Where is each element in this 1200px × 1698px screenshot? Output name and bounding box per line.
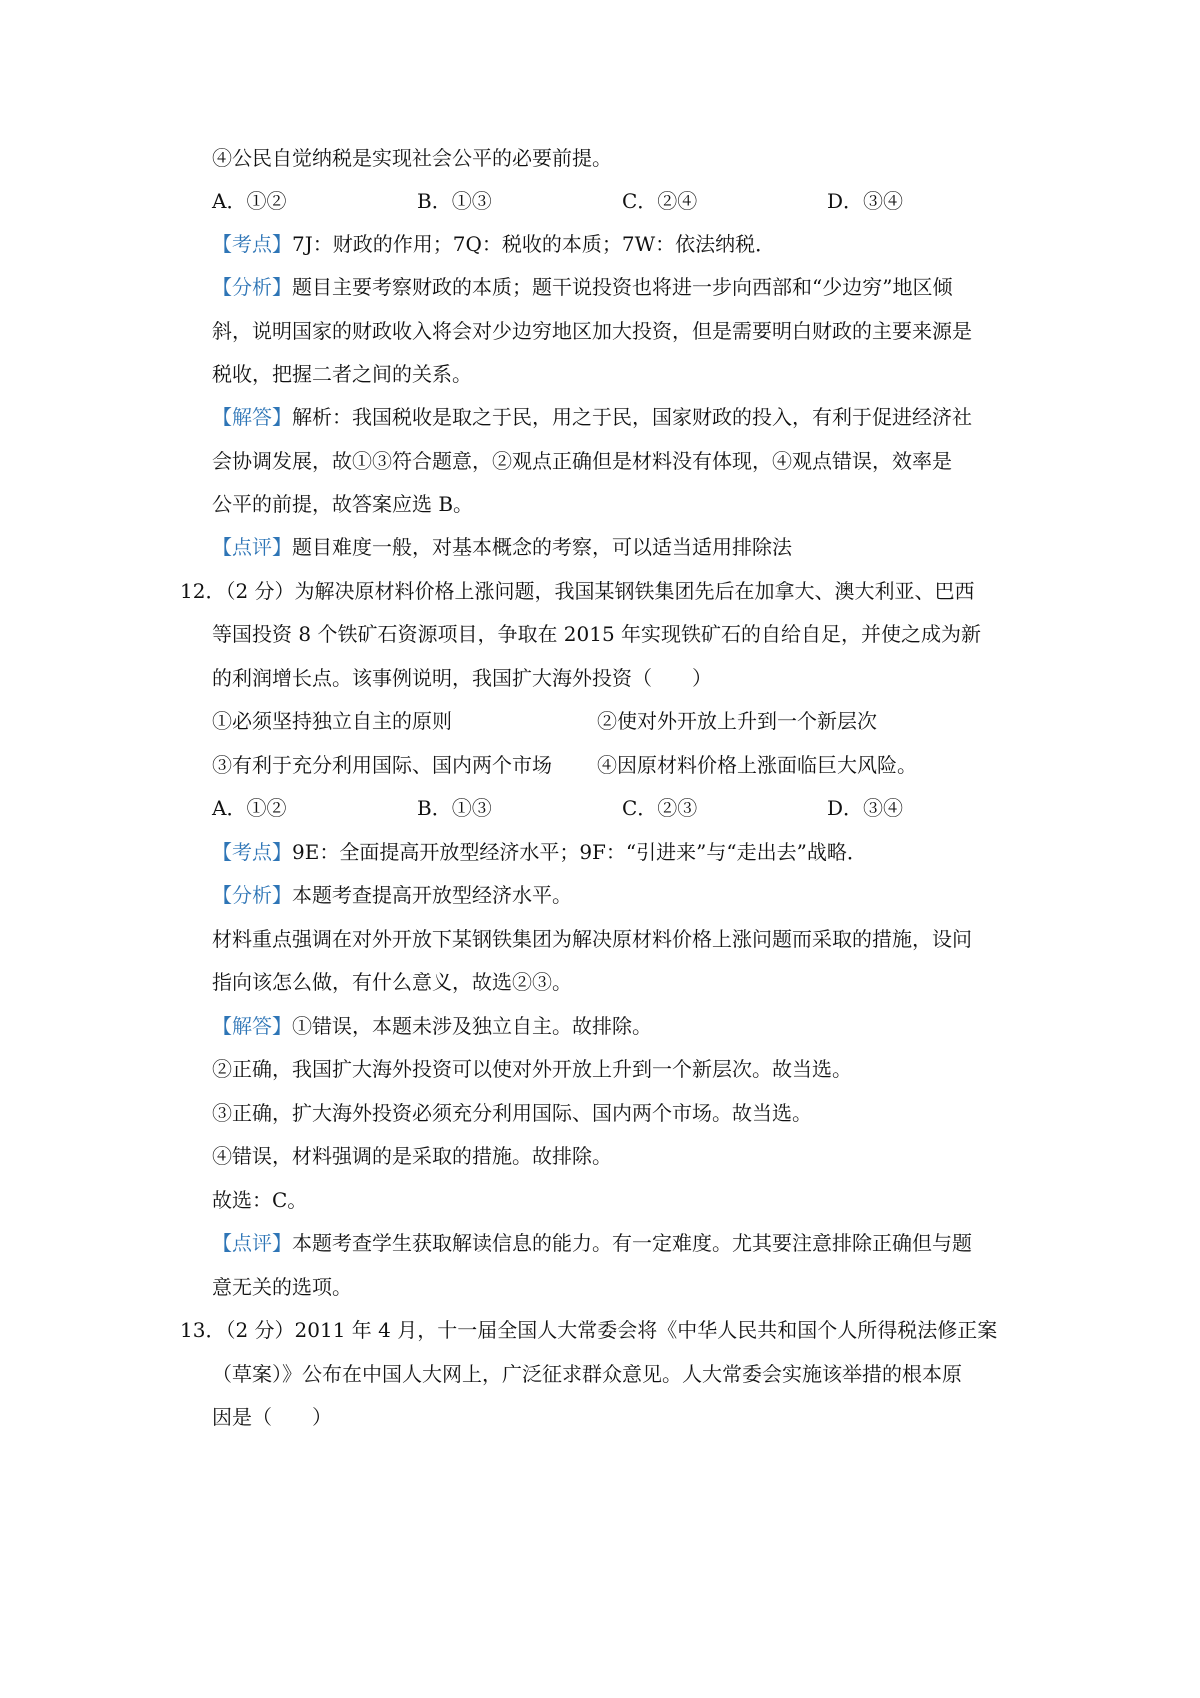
q12-statement-3: ③有利于充分利用国际、国内两个市场 [212,753,552,777]
q12-statements-row-1 [212,706,1032,736]
q11-dianping-text: 题目难度一般，对基本概念的考察，可以适当适用排除法 [292,535,792,559]
q11-jieda [212,402,972,432]
q11-option-d: D．③④ [827,189,904,213]
q11-statement-4: ④公民自觉纳税是实现社会公平的必要前提。 [212,146,612,170]
q12-answer: 故选：C。 [212,1188,308,1212]
q11-fenxi-text-1: 题目主要考察财政的本质；题干说投资也将进一步向西部和“少边穷”地区倾 [292,275,953,299]
fenxi-tag: 【分析】 [212,275,292,299]
q12-jieda-line-2: ②正确，我国扩大海外投资可以使对外开放上升到一个新层次。故当选。 [212,1057,852,1081]
kaodian-tag: 【考点】 [212,232,292,256]
q11-fenxi [212,272,952,302]
q12-statement-1: ①必须坚持独立自主的原则 [212,709,452,733]
dianping-tag: 【点评】 [212,1231,292,1255]
q12-kaodian [212,837,867,867]
q12-material-line-2: 指向该怎么做，有什么意义，故选②③。 [212,970,572,994]
jieda-tag: 【解答】 [212,405,292,429]
q12-statement-4: ④因原材料价格上涨面临巨大风险。 [597,753,917,777]
q12-options [212,793,1032,823]
q13-stem-line-3: 因是（ ） [212,1405,332,1429]
q12-jieda-text-1: ①错误，本题未涉及独立自主。故排除。 [292,1014,652,1038]
q12-dianping-line-2: 意无关的选项。 [212,1275,352,1299]
jieda-tag: 【解答】 [212,1014,292,1038]
dianping-tag: 【点评】 [212,535,292,559]
q11-option-a: A．①② [212,189,287,213]
q11-options [212,186,1032,216]
q12-dianping [212,1228,972,1258]
q12-jieda-line-3: ③正确，扩大海外投资必须充分利用国际、国内两个市场。故当选。 [212,1101,812,1125]
q12-dianping-text-1: 本题考查学生获取解读信息的能力。有一定难度。尤其要注意排除正确但与题 [292,1231,972,1255]
q12-option-a: A．①② [212,796,287,820]
fenxi-tag: 【分析】 [212,883,292,907]
q12-option-d: D．③④ [827,796,904,820]
q11-option-c: C．②④ [622,189,698,213]
q11-dianping [212,532,792,562]
q12-jieda-line-4: ④错误，材料强调的是采取的措施。故排除。 [212,1144,612,1168]
q12-stem-line-2: 等国投资 8 个铁矿石资源项目，争取在 2015 年实现铁矿石的自给自足，并使之成为新 [212,622,982,646]
q12-statements-row-2 [212,750,1032,780]
q12-fenxi-text: 本题考查提高开放型经济水平。 [292,883,572,907]
q12-fenxi [212,880,572,910]
q11-kaodian-text: 7J：财政的作用；7Q：税收的本质；7W：依法纳税． [292,232,776,256]
q13-stem-line-1: 13．（2 分）2011 年 4 月，十一届全国人大常委会将《中华人民共和国个人所得税法修正案 [180,1318,998,1342]
q11-option-b: B．①③ [417,189,492,213]
q12-material-line-1: 材料重点强调在对外开放下某钢铁集团为解决原材料价格上涨问题而采取的措施，设问 [212,927,972,951]
q12-option-b: B．①③ [417,796,492,820]
q11-jieda-line-2: 会协调发展，故①③符合题意，②观点正确但是材料没有体现，④观点错误，效率是 [212,449,952,473]
q11-jieda-line-3: 公平的前提，故答案应选 B。 [212,492,474,516]
q11-fenxi-line-3: 税收，把握二者之间的关系。 [212,362,472,386]
q13-stem-line-2: （草案）》公布在中国人大网上，广泛征求群众意见。人大常委会实施该举措的根本原 [212,1362,962,1386]
q11-kaodian [212,229,775,259]
q12-kaodian-text: 9E：全面提高开放型经济水平；9F：“引进来”与“走出去”战略． [292,840,867,864]
q12-stem-line-1: 12．（2 分）为解决原材料价格上涨问题，我国某钢铁集团先后在加拿大、澳大利亚、巴西 [180,579,975,603]
q11-jieda-text-1: 解析：我国税收是取之于民，用之于民，国家财政的投入，有利于促进经济社 [292,405,972,429]
q12-statement-2: ②使对外开放上升到一个新层次 [597,709,877,733]
q12-jieda [212,1011,652,1041]
kaodian-tag: 【考点】 [212,840,292,864]
q11-fenxi-line-2: 斜，说明国家的财政收入将会对少边穷地区加大投资，但是需要明白财政的主要来源是 [212,319,972,343]
q12-stem-line-3: 的利润增长点。该事例说明，我国扩大海外投资（ ） [212,666,712,690]
q12-option-c: C．②③ [622,796,698,820]
